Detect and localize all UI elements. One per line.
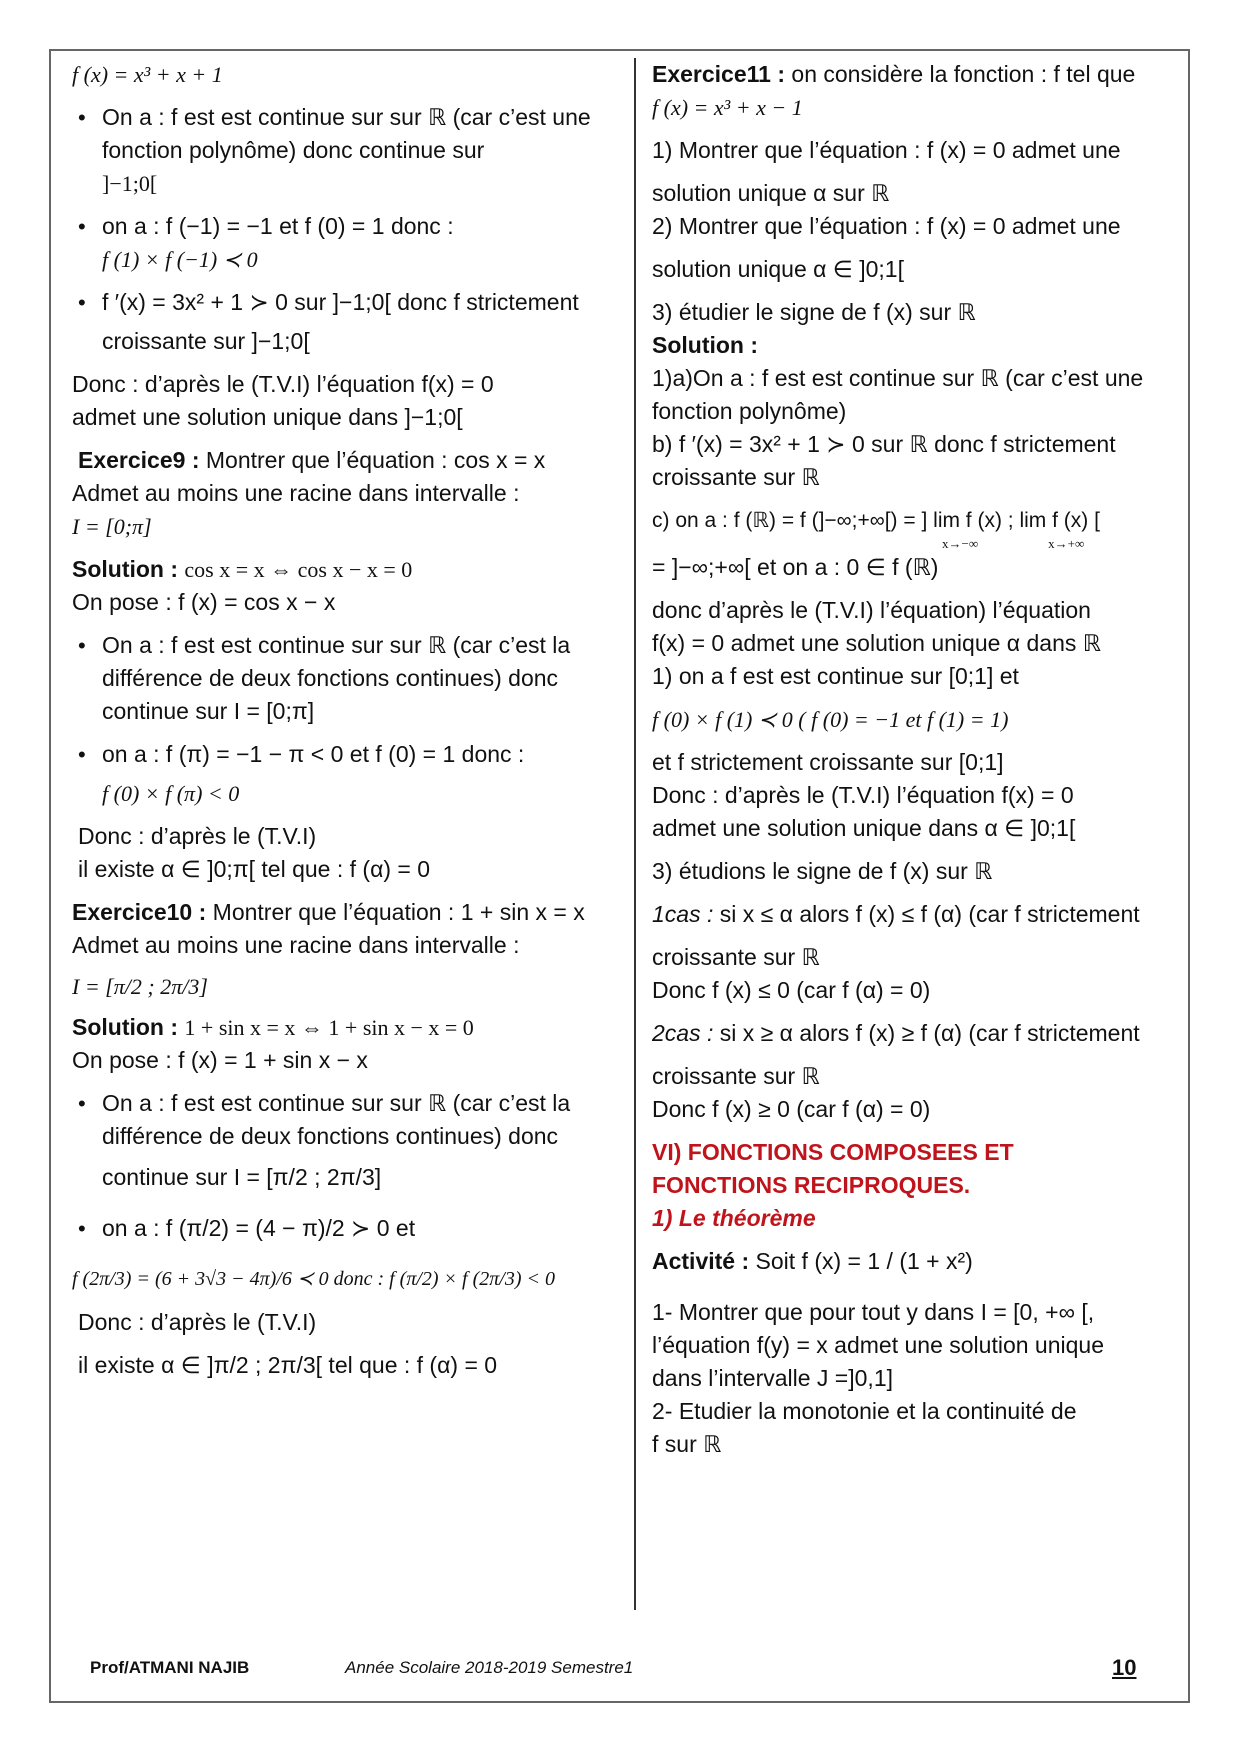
solution-1c: c) on a : f (ℝ) = f (]−∞;+∞[) = ] lim f (x) ; lim f (x) [ [652,509,1100,532]
footer-author: Prof/ATMANI NAJIB [90,1658,250,1677]
left-column [72,58,612,1382]
solution10-exists: il existe α ∈ ]π/2 ; 2π/3[ tel que : f (α) = 0 [78,1352,498,1378]
limit-sub-right: x→+∞ [1048,536,1085,551]
activity-q1: 1- Montrer que pour tout y dans I = [0, +∞ [, [652,1299,1095,1325]
right-column [652,58,1202,1461]
solution-1c-2: = ]−∞;+∞[ et on a : 0 ∈ f (ℝ) [652,554,939,580]
case2-label: 2cas : [652,1020,714,1046]
question1: 1) Montrer que l’équation : f (x) = 0 admet une [652,137,1121,163]
solution-3: 3) étudions le signe de f (x) sur ℝ [652,858,993,884]
solution10-donc: Donc : d’après le (T.V.I) [78,1309,317,1335]
solution9-pose: On pose : f (x) = cos x − x [72,589,336,615]
activity-q2b: f sur ℝ [652,1431,722,1457]
case1-line2: croissante sur ℝ [652,944,820,970]
case2-line3: Donc f (x) ≥ 0 (car f (α) = 0) [652,1096,931,1122]
exercise9-interval: I = [0;π] [72,514,152,539]
derivative-statement: • f ′(x) = 3x² + 1 ≻ 0 sur ]−1;0[ donc f strictement [72,286,612,319]
solution10-bullet1: • On a : f est est continue sur sur ℝ (car c’est la différence de deux fonctions continues) donc [72,1087,612,1153]
activity-q2: 2- Etudier la monotonie et la continuité de [652,1398,1077,1424]
activity-label: Activité : [652,1248,750,1274]
solution10-pose: On pose : f (x) = 1 + sin x − x [72,1047,368,1073]
interval: ]−1;0[ [102,171,158,196]
solution-2b: f (0) × f (1) ≺ 0 ( f (0) = −1 et f (1) = 1) [652,707,1009,732]
tvi-conclusion: Donc : d’après le (T.V.I) l’équation f(x) = 0 [72,371,494,397]
solution10-bullet2: • on a : f (π/2) = (4 − π)/2 ≻ 0 et [72,1212,612,1245]
solution9-product: f (0) × f (π) < 0 [102,781,240,806]
solution-1a: 1)a)On a : f est est continue sur ℝ (car c’est une fonction polynôme) [652,365,1144,424]
section-title-line2: FONCTIONS RECIPROQUES. [652,1172,971,1198]
case2-line2: croissante sur ℝ [652,1063,820,1089]
solution-2c: et f strictement croissante sur [0;1] [652,749,1004,775]
tvi-conclusion-2: admet une solution unique dans ]−1;0[ [72,404,463,430]
solution-2d: Donc : d’après le (T.V.I) l’équation f(x) = 0 [652,782,1074,808]
solution9-label: Solution : [72,556,185,582]
exercise11-label: Exercice11 : [652,61,786,87]
subsection-title: 1) Le théorème [652,1205,816,1231]
solution9-text: cos x = x ⇔ cos x − x = 0 [184,557,413,582]
solution9-exists: il existe α ∈ ]0;π[ tel que : f (α) = 0 [78,856,431,882]
section-title-line1: VI) FONCTIONS COMPOSEES ET [652,1139,1014,1165]
question2b: solution unique α ∈ ]0;1[ [652,256,904,282]
solution-label: Solution : [652,332,759,358]
solution10-text: 1 + sin x = x ⇔ 1 + sin x − x = 0 [184,1015,474,1040]
footer-year: Année Scolaire 2018-2019 Semestre1 [345,1658,634,1677]
solution-2a: 1) on a f est est continue sur [0;1] et [652,663,1019,689]
solution-1b: b) f ′(x) = 3x² + 1 ≻ 0 sur ℝ donc f strictement [652,431,1116,457]
column-divider [634,58,636,1610]
solution9-bullet2: • on a : f (π) = −1 − π < 0 et f (0) = 1 donc : [72,738,612,771]
activity-q1b: l’équation f(y) = x admet une solution unique [652,1332,1104,1358]
case1-line3: Donc f (x) ≤ 0 (car f (α) = 0) [652,977,931,1003]
continuity-statement: • On a : f est est continue sur sur ℝ (car c’est une fonction polynôme) donc continue sur [72,101,612,167]
exercise11-text: on considère la fonction : f tel que [785,61,1136,87]
case1-label: 1cas : [652,901,714,927]
solution-1e: f(x) = 0 admet une solution unique α dans ℝ [652,630,1101,656]
function-definition: f (x) = x³ + x + 1 [72,62,223,87]
exercise10-label: Exercice10 : [72,899,207,925]
solution-1b-2: croissante sur ℝ [652,464,820,490]
question3: 3) étudier le signe de f (x) sur ℝ [652,299,976,325]
activity-text: Soit f (x) = 1 / (1 + x²) [749,1248,973,1274]
exercise9-line2: Admet au moins une racine dans intervalle : [72,480,520,506]
solution9-bullet1: • On a : f est est continue sur sur ℝ (car c’est la différence de deux fonctions continues) donc continue sur I = [0;π] [72,629,612,728]
exercise11-function: f (x) = x³ + x − 1 [652,95,803,120]
solution-2e: admet une solution unique dans α ∈ ]0;1[ [652,815,1076,841]
limit-sub-left: x→−∞ [942,536,979,551]
solution10-continue: continue sur I = [π/2 ; 2π/3] [102,1164,382,1190]
case2-text: si x ≥ α alors f (x) ≥ f (α) (car f strictement [713,1020,1140,1046]
monotony-statement: croissante sur ]−1;0[ [102,328,310,354]
solution10-label: Solution : [72,1014,185,1040]
exercise9-text: Montrer que l’équation : cos x = x [199,447,546,473]
question2: 2) Montrer que l’équation : f (x) = 0 admet une [652,213,1121,239]
product-sign: f (1) × f (−1) ≺ 0 [102,247,258,272]
solution-1d: donc d’après le (T.V.I) l’équation) l’équation [652,597,1091,623]
question1b: solution unique α sur ℝ [652,180,890,206]
case1-text: si x ≤ α alors f (x) ≤ f (α) (car f strictement [713,901,1140,927]
exercise10-line2: Admet au moins une racine dans intervalle : [72,932,520,958]
exercise10-interval: I = [π/2 ; 2π/3] [72,974,208,999]
values-statement: • on a : f (−1) = −1 et f (0) = 1 donc : [72,210,612,243]
activity-q1c: dans l’intervalle J =]0,1] [652,1365,893,1391]
solution9-donc: Donc : d’après le (T.V.I) [78,823,317,849]
solution10-product: f (2π/3) = (6 + 3√3 − 4π)/6 ≺ 0 donc : f (π/2) × f (2π/3) < 0 [72,1268,556,1290]
exercise9-label: Exercice9 : [78,447,200,473]
exercise10-text: Montrer que l’équation : 1 + sin x = x [206,899,585,925]
page-number: 10 [1112,1655,1137,1680]
